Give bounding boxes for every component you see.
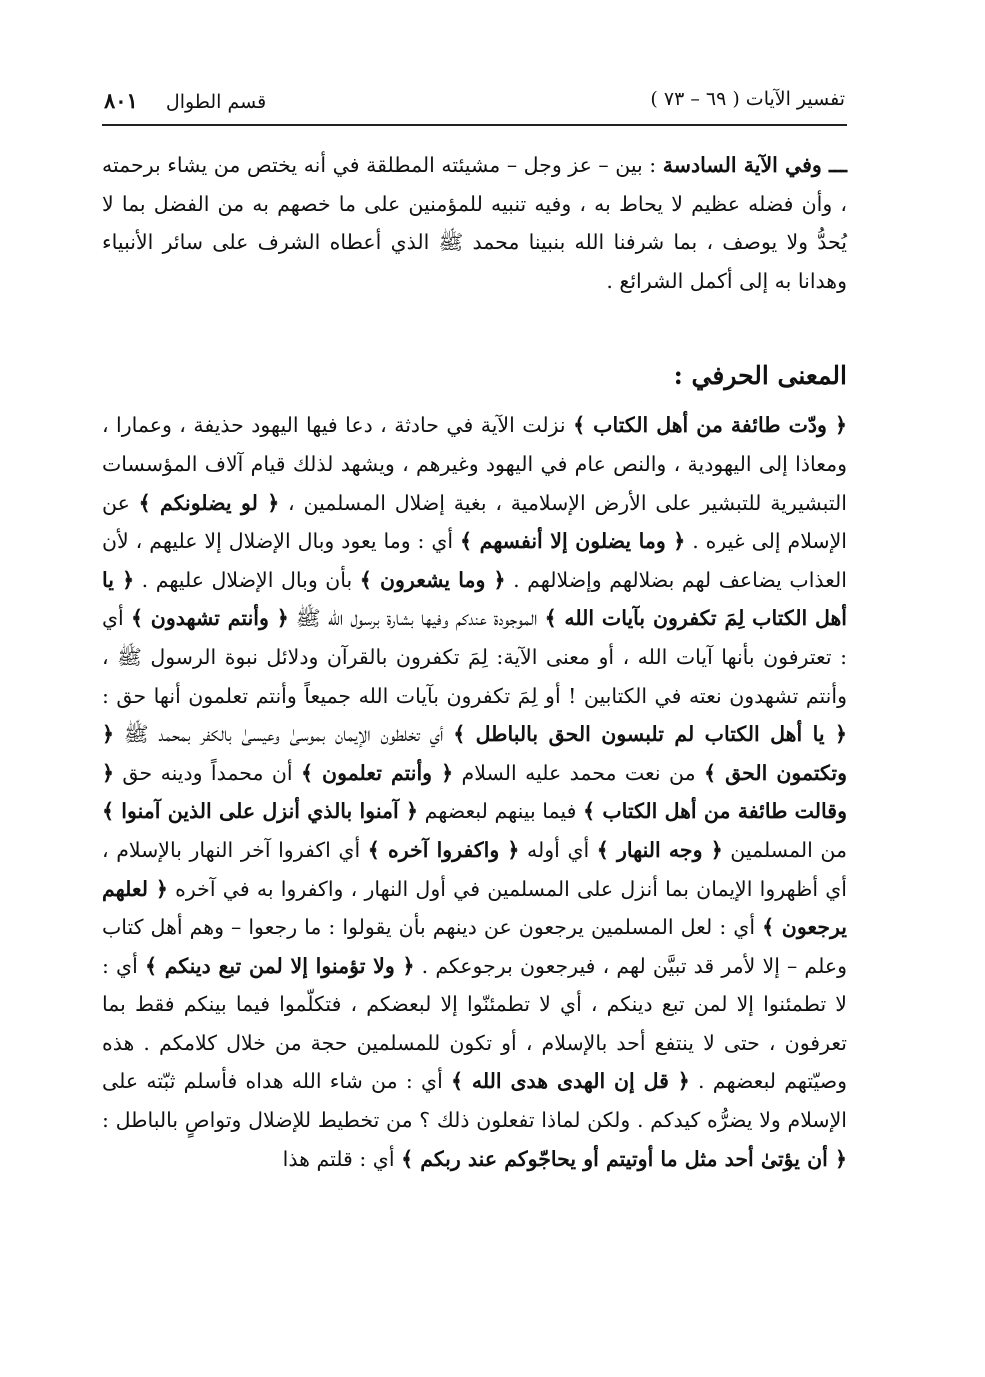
paragraph-literal-meaning — [102, 406, 847, 1178]
verse-quote: ﴿ يا أهل الكتاب لم تلبسون الحق بالباطل ﴾ — [453, 722, 847, 747]
commentary-text: فيما بينهم لبعضهم — [417, 799, 584, 824]
commentary-text: أي اكفروا آخر النهار بالإسلام ، أي أظهروا الإيمان بما أنزل على المسلمين في أول النهار ، واكفروا به في آخره — [102, 837, 847, 901]
verse-quote: ﴿ وجه النهار ﴾ — [596, 837, 723, 862]
commentary-text: عن الإسلام إلى غيره . — [102, 490, 847, 554]
commentary-text: أي : وما يعود وبال الإضلال إلا عليهم ، لأن العذاب يضاعف لهم بضلالهم وإضلالهم . — [102, 529, 847, 592]
commentary-text: أي : من شاء الله هداه فأسلم ثبّته على الإسلام ولا يضرُّه كيدكم . ولكن لماذا تفعلون ذلك ؟ من تخطيط للإضلال وتواصٍ بالباطل : — [102, 1069, 847, 1133]
verse-quote: ﴿ وما يشعرون ﴾ — [359, 567, 506, 592]
verse-quote: ﴿ واكفروا آخره ﴾ — [367, 837, 520, 862]
verse-quote: ﴿ لو يضلونكم ﴾ — [138, 490, 280, 515]
commentary-text: أي : لعل المسلمين يرجعون عن دينهم بأن يقولوا : ما رجعوا – وهم أهل كتاب وعلم – إلا لأمر قد تبيَّن لهم ، فيرجعون برجوعكم . — [102, 915, 847, 978]
verse-quote: ﴿ ودّت طائفة من أهل الكتاب ﴾ — [573, 413, 847, 438]
commentary-text: أي تخلطون الإيمان بموسىٰ وعيسىٰ بالكفر بمحمد ﷺ — [114, 722, 454, 747]
verse-quote: ﴿ وقالت طائفة من أهل الكتاب ﴾ — [102, 760, 847, 824]
page-body — [102, 146, 847, 1178]
commentary-text: نزلت الآية في حادثة ، دعا فيها اليهود حذيفة ، وعمارا ، ومعاذا إلى اليهودية ، والنص عام في اليهود وغيرهم ، ويشهد لذلك قيام آلاف المؤسسات التبشيرية للتبشير على الأرض الإسلامية ، بغية إضلال المسلمين ، — [102, 413, 847, 515]
commentary-text: أن محمداً ودينه حق — [114, 760, 301, 785]
verse-quote: ﴿ لعلهم يرجعون ﴾ — [102, 876, 848, 940]
chapter-title: تفسير الآيات ( ٦٩ – ٧٣ ) — [650, 88, 845, 110]
paragraph-lead: ـــ وفي الآية السادسة — [662, 153, 848, 177]
verse-quote: ﴿ قل إن الهدى هدى الله ﴾ — [451, 1069, 690, 1094]
verse-quote: ﴿ يا أهل الكتاب لِمَ تكفرون بآيات الله ﴾ — [102, 567, 847, 631]
page — [102, 78, 847, 1178]
verse-quote: ﴿ وأنتم تعلمون ﴾ — [301, 760, 454, 785]
commentary-text: من نعت محمد عليه السلام — [453, 760, 705, 785]
page-header — [102, 78, 847, 126]
commentary-text: أي : قلتم هذا — [282, 1146, 402, 1171]
paragraph-text: : بين – عز وجل – مشيئته المطلقة في أنه يختص من يشاء برحمته ، وأن فضله عظيم لا يحاط به ، وفيه تنبيه للمؤمنين على ما خصهم به من الفضل بما لا يُحدُّ ولا يوصف ، بما شرفنا الله بنبينا محمد ﷺ الذي أعطاه الشرف على سائر الأنبياء وهدانا به إلى أكمل الشرائع . — [102, 153, 847, 293]
commentary-text: من المسلمين — [722, 837, 847, 862]
paragraph-sixth-verse — [102, 146, 847, 300]
commentary-text: أي : لا تطمئنوا إلا لمن تبع دينكم ، أي لا تطمئنّوا إلا لبعضكم ، فتكلّموا فيما بينكم فقط بما تعرفون ، حتى لا ينتفع أحد بالإسلام ، أو تكون للمسلمين حجة من خلال كلامكم . هذه وصيّتهم لبعضهم . — [102, 953, 848, 1094]
commentary-text: بأن وبال الإضلال عليهم . — [134, 567, 360, 592]
section-heading: المعنى الحرفي : — [673, 361, 847, 391]
commentary-text: الموجودة عندكم وفيها بشارة برسول الله ﷺ — [288, 606, 545, 631]
verse-quote: ﴿ وما يضلون إلا أنفسهم ﴾ — [460, 529, 686, 554]
header-left — [104, 88, 266, 113]
commentary-text: أي : تعترفون بأنها آيات الله ، أو معنى الآية: لِمَ تكفرون بالقرآن ودلائل نبوة الرسول ﷺ ، وأنتم تشهدون نعته في الكتابين ! أو لِمَ تكفرون بآيات الله جميعاً وأنتم تعلمون أنها حق : — [102, 606, 847, 708]
commentary-text: أي أوله — [519, 837, 597, 862]
verse-quote: ﴿ وتكتمون الحق ﴾ — [102, 722, 847, 785]
verse-quote: ﴿ وأنتم تشهدون ﴾ — [130, 606, 289, 631]
page-number: ٨٠١ — [104, 88, 138, 113]
verse-quote: ﴿ آمنوا بالذي أنزل على الذين آمنوا ﴾ — [102, 799, 418, 824]
verse-quote: ﴿ أن يؤتىٰ أحد مثل ما أوتيتم أو يحاجّوكم عند ربكم ﴾ — [401, 1146, 847, 1171]
section-title: قسم الطوال — [165, 91, 267, 113]
verse-quote: ﴿ ولا تؤمنوا إلا لمن تبع دينكم ﴾ — [144, 953, 415, 978]
